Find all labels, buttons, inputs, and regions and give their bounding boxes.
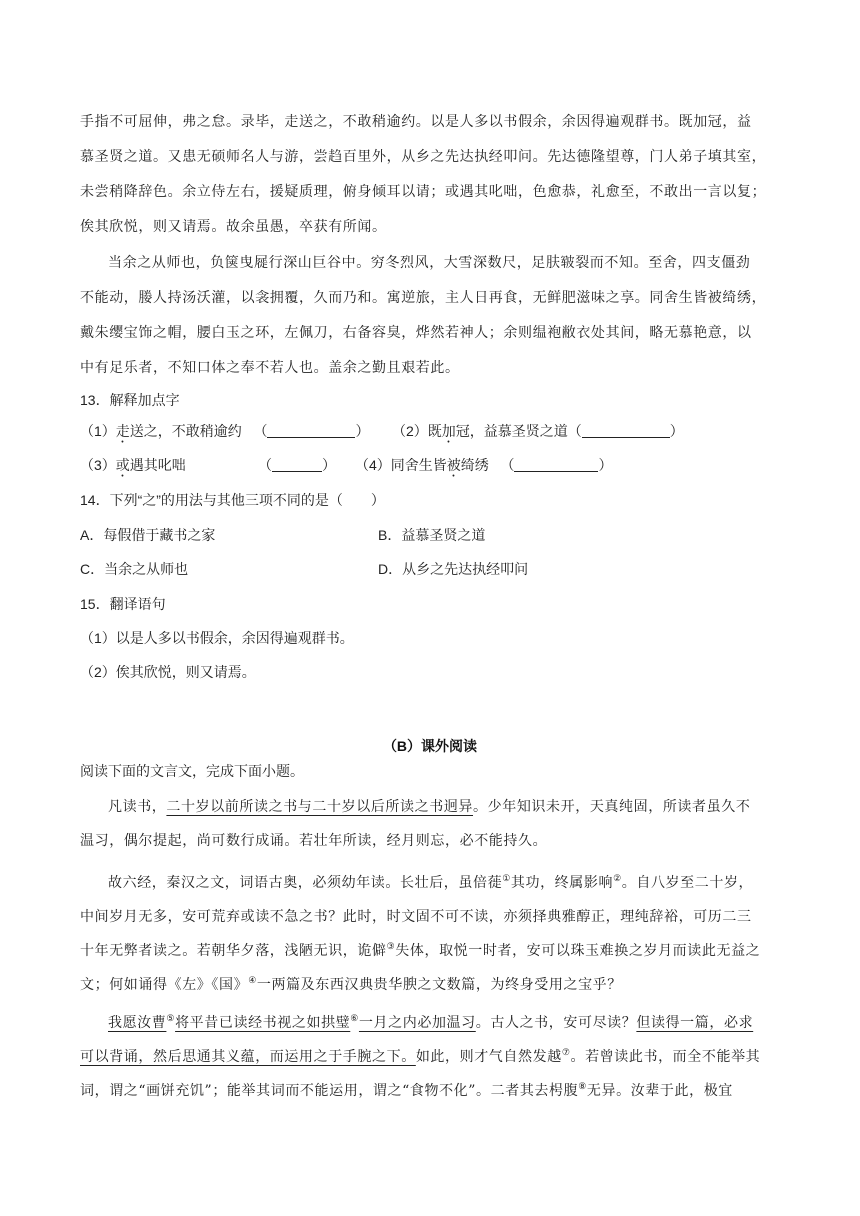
q13-blank-2[interactable] xyxy=(582,423,670,438)
q15-stem: 15．翻译语句 xyxy=(80,596,166,612)
section-b-p2-line-1: 故六经，秦汉之文，词语古奥，必须幼年读。长壮后，虽倍蓰①其功，终属影响②。自八岁至二十岁， xyxy=(108,874,754,891)
passage-a-p1-line-1: 手指不可屈伸，弗之怠。录毕，走送之，不敢稍逾约。以是人多以书假余，余因得遍观群书。既加冠，益 xyxy=(80,114,752,130)
q13-blank-1[interactable] xyxy=(267,423,355,438)
section-b-p3-line-1: 我愿汝曹⑤将平昔已读经书视之如拱璧⑥一月之内必加温习。古人之书，安可尽读？但读得一篇，必求 xyxy=(108,1014,754,1031)
section-b-p3-line-2: 可以背诵，然后思通其义蕴，而运用之于手腕之下。如此，则才气自然发越⑦。若曾读此书，而全不能举其 xyxy=(80,1048,761,1065)
q13-blank-3[interactable] xyxy=(272,457,322,472)
q13-item-4: （4）同舍生皆被绮绣 （ ） xyxy=(355,457,613,473)
section-b-p2-line-3: 十年无弊者读之。若朝华夕落，浅陋无识，诡僻③失体，取悦一时者，安可以珠玉难换之岁月而读此无益之 xyxy=(80,942,761,959)
q13-blank-3-wrap: （ ） xyxy=(258,457,336,473)
q13-item-3: （3）或遇其叱咄 xyxy=(80,457,186,473)
passage-a-p1-line-3: 未尝稍降辞色。余立侍左右，援疑质理，俯身倾耳以请；或遇其叱咄，色愈恭，礼愈至，不敢出一言以复； xyxy=(80,184,767,200)
q14-stem: 14．下列“之”的用法与其他三项不同的是（ ） xyxy=(80,492,385,508)
q15-item-1: （1）以是人多以书假余，余因得遍观群书。 xyxy=(80,630,354,646)
q14-option-a[interactable]: A．每假借于藏书之家 xyxy=(80,527,216,543)
section-b-p2-line-4: 文；何如诵得《左》《国》④一两篇及东西汉典贵华腴之文数篇，为终身受用之宝乎？ xyxy=(80,976,622,993)
section-b-p3-line-3: 词，谓之“画饼充饥”；能举其词而不能运用，谓之“食物不化”。二者其去枵腹⑧无异。汝辈于此，极宜 xyxy=(80,1082,733,1099)
q13-blank-4[interactable] xyxy=(514,457,598,472)
section-b-title: （B）课外阅读 xyxy=(382,738,478,754)
q14-option-c[interactable]: C．当余之从师也 xyxy=(80,561,189,577)
q14-option-b[interactable]: B．益慕圣贤之道 xyxy=(378,527,486,543)
q14-option-d[interactable]: D．从乡之先达执经叩问 xyxy=(378,561,529,577)
section-b-intro: 阅读下面的文言文，完成下面小题。 xyxy=(80,763,304,779)
passage-a-p2-line-2: 不能动，媵人持汤沃灌，以衾拥覆，久而乃和。寓逆旅，主人日再食，无鲜肥滋味之享。同舍生皆被绮绣， xyxy=(80,290,767,306)
q13-item-2: （2）既加冠，益慕圣贤之道（ ） xyxy=(392,423,684,439)
passage-a-p1-line-2: 慕圣贤之道。又患无硕师名人与游，尝趋百里外，从乡之先达执经叩问。先达德隆望尊，门人弟子填其室， xyxy=(80,149,767,165)
section-b-p1-line-2: 温习，偶尔提起，尚可数行成诵。若壮年所读，经月则忘，必不能持久。 xyxy=(80,833,548,849)
q13-item-1: （1）走送之，不敢稍逾约 （ ） xyxy=(80,423,370,439)
passage-a-p2-line-4: 中有足乐者，不知口体之奉不若人也。盖余之勤且艰若此。 xyxy=(80,360,460,376)
q13-stem: 13．解释加点字 xyxy=(80,392,180,408)
passage-a-p2-line-3: 戴朱缨宝饰之帽，腰白玉之环，左佩刀，右备容臭，烨然若神人；余则缊袍敝衣处其间，略无慕艳意，以 xyxy=(80,325,752,341)
passage-a-p1-line-4: 俟其欣悦，则又请焉。故余虽愚，卒获有所闻。 xyxy=(80,219,387,235)
passage-a-p2-line-1: 当余之从师也，负箧曳屣行深山巨谷中。穷冬烈风，大雪深数尺，足肤皲裂而不知。至舍，四支僵劲 xyxy=(108,255,751,271)
section-b-p1-line-1: 凡读书，二十岁以前所读之书与二十岁以后所读之书迥异。少年知识未开，天真纯固，所读者虽久不 xyxy=(108,799,751,815)
q15-item-2: （2）俟其欣悦，则又请焉。 xyxy=(80,664,256,680)
section-b-p2-line-2: 中间岁月无多，安可荒弃或读不急之书？此时，时文固不可不读，亦须择典雅醇正，理纯辞裕，可历二三 xyxy=(80,909,752,925)
